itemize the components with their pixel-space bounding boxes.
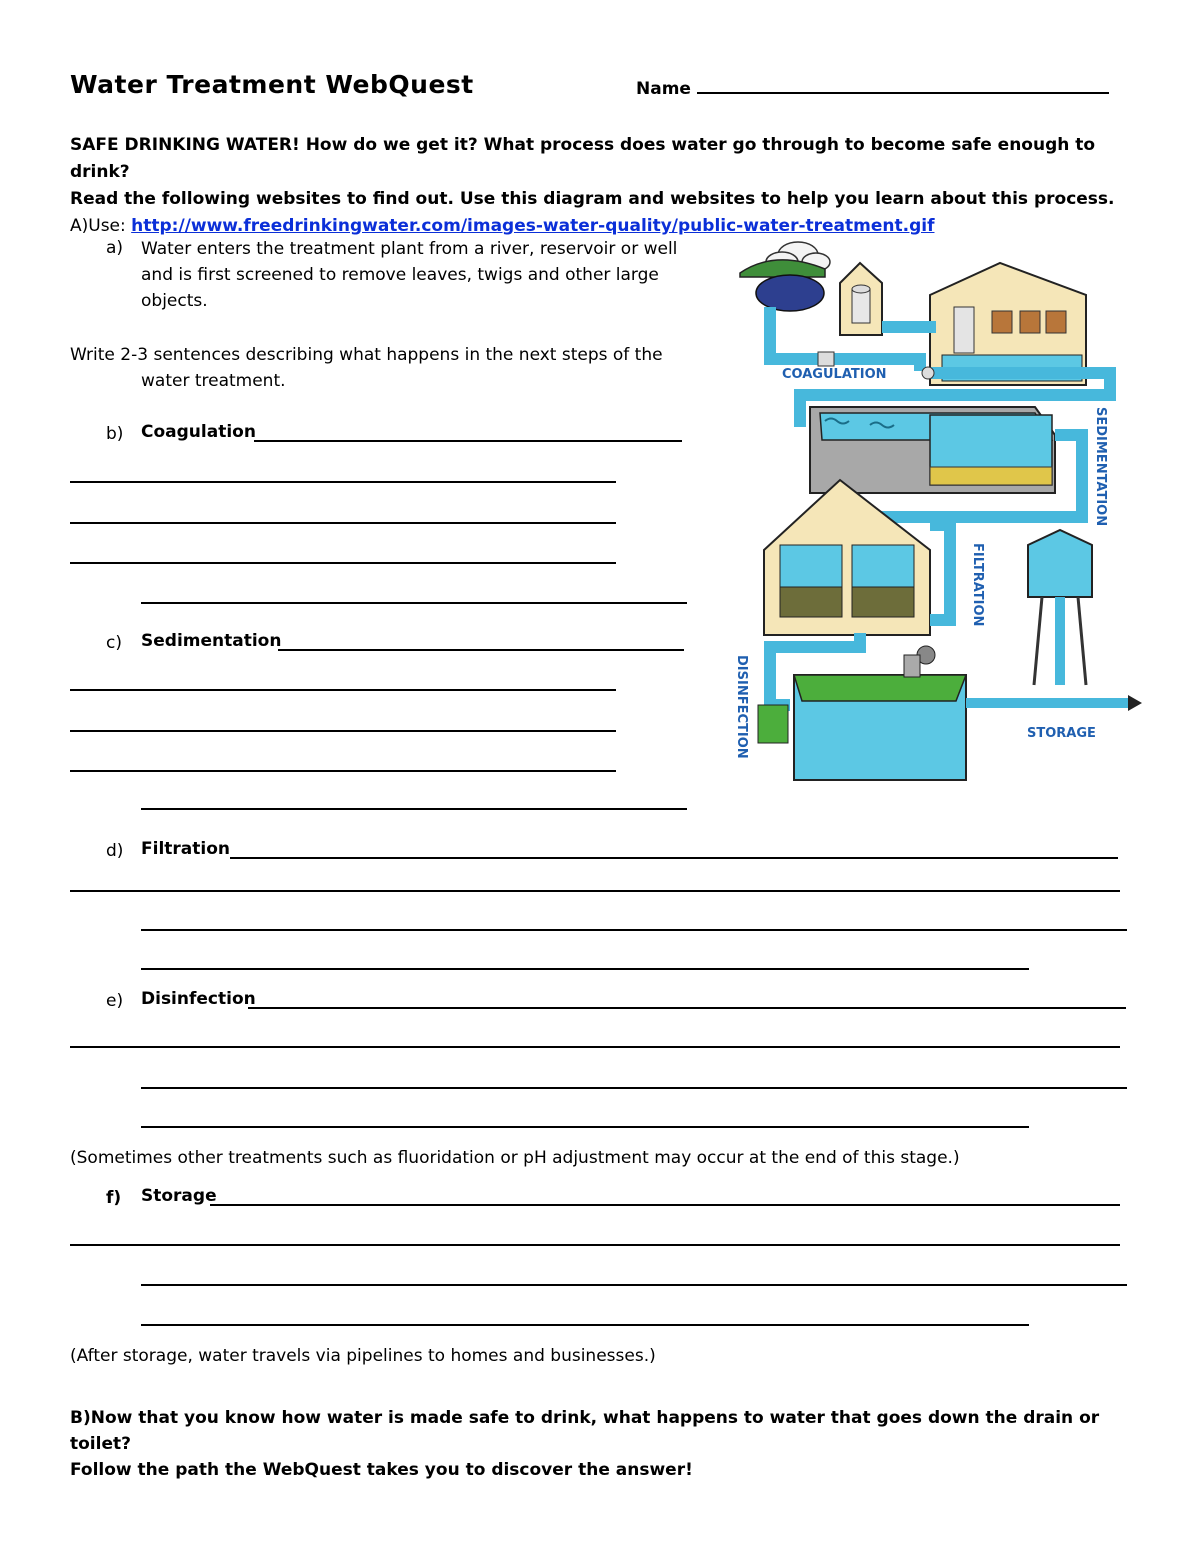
arrow-icon [1128,695,1142,711]
coagulation-building [930,263,1086,385]
answer-line[interactable] [70,562,616,564]
answer-line[interactable] [248,1007,1126,1009]
disinfection-note: (Sometimes other treatments such as fluoridation or pH adjustment may occur at the end of this stage.) [70,1148,960,1168]
step-c-letter: c) [106,633,122,653]
answer-line[interactable] [70,522,616,524]
step-f-letter: f) [106,1188,122,1208]
step-d-label: Filtration [141,839,230,859]
step-d-letter: d) [106,841,124,861]
page-title: Water Treatment WebQuest [70,70,474,99]
answer-line[interactable] [70,890,1120,892]
diagram-svg [730,235,1142,790]
storage-label: STORAGE [1027,726,1096,741]
intro [70,132,1130,240]
answer-line[interactable] [70,1046,1120,1048]
intake-building [840,263,882,335]
step-b-letter: b) [106,424,124,444]
coagulation-label: COAGULATION [782,367,887,382]
valve-icon [922,367,934,379]
answer-line[interactable] [230,857,1118,859]
answer-line[interactable] [141,602,687,604]
step-a-text: Water enters the treatment plant from a river, reservoir or well and is first screened to remove leaves, twigs and other large objects. [141,239,678,311]
intro-line-2: Read the following websites to find out. Use this diagram and websites to help you learn about this process. [70,189,1115,209]
chemical-tank-icon [758,705,788,743]
diagram-link[interactable]: http://www.freedrinkingwater.com/images-water-quality/public-water-treatment.gif [131,216,935,236]
part-b-line-1: B)Now that you know how water is made safe to drink, what happens to water that goes down the drain or toilet? [70,1408,1100,1454]
filtration-label: FILTRATION [970,543,985,627]
answer-line[interactable] [70,481,616,483]
step-b-label: Coagulation [141,422,256,442]
use-label: A)Use: [70,216,132,236]
answer-line[interactable] [70,689,616,691]
storage-note: (After storage, water travels via pipelines to homes and businesses.) [70,1346,656,1366]
reservoir-icon [756,275,824,311]
answer-line[interactable] [70,770,616,772]
disinfection-label: DISINFECTION [734,655,749,759]
part-b-line-2: Follow the path the WebQuest takes you to discover the answer! [70,1460,693,1480]
intro-line-1: SAFE DRINKING WATER! How do we get it? What process does water go through to become safe enough to drink? [70,135,1096,182]
answer-line[interactable] [70,1244,1120,1246]
part-b [70,1405,1140,1483]
instruction-content: Write 2-3 sentences describing what happens in the next steps of the water treatment. [70,345,663,391]
answer-line[interactable] [141,968,1029,970]
step-e-letter: e) [106,991,124,1011]
answer-line[interactable] [278,649,684,651]
answer-line[interactable] [141,1284,1127,1286]
answer-line[interactable] [141,808,687,810]
water-treatment-diagram [730,235,1142,790]
name-blank-line[interactable] [697,78,1109,94]
answer-line[interactable] [141,1324,1029,1326]
answer-line[interactable] [210,1204,1120,1206]
name-label: Name [636,79,691,99]
answer-line[interactable] [70,730,616,732]
step-e-label: Disinfection [141,989,256,1009]
answer-line[interactable] [141,1126,1029,1128]
screen-icon [818,352,834,366]
step-c-label: Sedimentation [141,631,282,651]
answer-line[interactable] [141,929,1127,931]
filtration-building [764,480,930,635]
disinfection-tank [758,646,966,780]
pipe [930,525,950,620]
answer-line[interactable] [141,1087,1127,1089]
name-field [636,78,1109,99]
answer-line[interactable] [254,440,682,442]
step-f-label: Storage [141,1186,217,1206]
sedimentation-label: SEDIMENTATION [1093,407,1108,527]
storage-tower [1028,530,1092,685]
sedimentation-tank [810,407,1055,493]
instruction-text [70,342,700,394]
step-a-letter: a) [106,238,124,258]
